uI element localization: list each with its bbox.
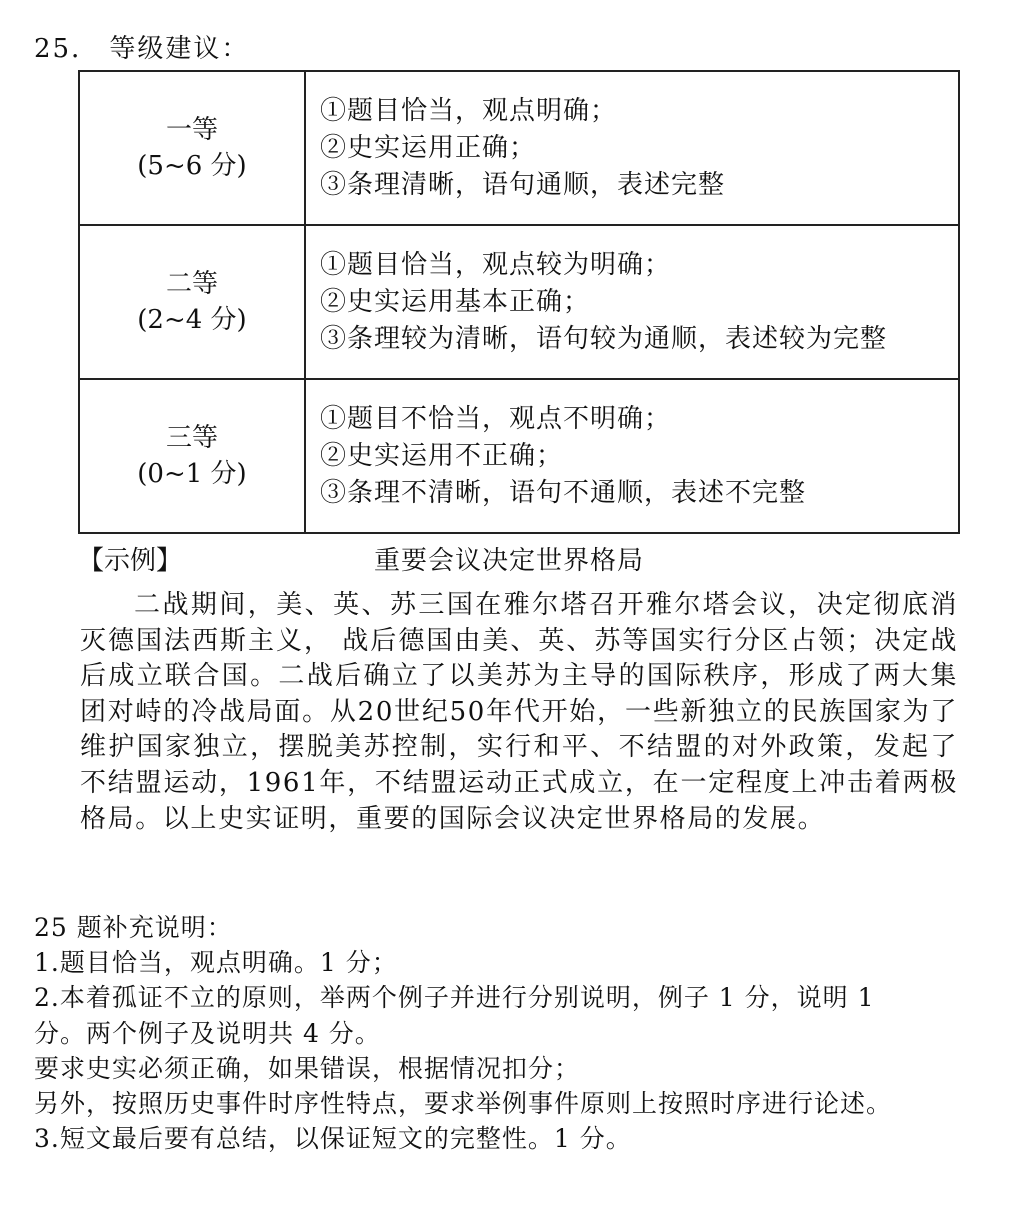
example-title: 重要会议决定世界格局: [374, 546, 645, 576]
grade-criteria-cell: [305, 71, 959, 225]
notes-heading: 25 题补充说明：: [34, 913, 233, 942]
criterion-item: ①题目恰当，观点较为明确；: [320, 249, 672, 280]
example-header: [78, 540, 960, 580]
note-item: 1.题目恰当，观点明确。1 分；: [34, 948, 398, 978]
grade-row-2: [79, 225, 959, 379]
grade-row-3: [79, 379, 959, 533]
criterion-item: ②史实运用不正确；: [320, 440, 564, 471]
grade-score-range: (2~4 分): [137, 305, 247, 335]
criterion-item: ②史实运用基本正确；: [320, 286, 591, 317]
grade-level-cell: [79, 379, 305, 533]
grading-table: [78, 70, 960, 534]
note-item: 要求史实必须正确，如果错误，根据情况扣分；: [34, 1053, 581, 1083]
criterion-item: ②史实运用正确；: [320, 132, 537, 163]
grade-criteria-cell: [305, 379, 959, 533]
note-item: 2.本着孤证不立的原则，举两个例子并进行分别说明，例子 1 分，说明 1 分。两个例子及说明共 4 分。: [34, 983, 875, 1048]
note-item: 另外，按照历史事件时序性特点，要求举例事件原则上按照时序进行论述。: [34, 1089, 893, 1119]
grade-row-1: [79, 71, 959, 225]
criterion-item: ③条理较为清晰，语句较为通顺，表述较为完整: [320, 323, 888, 354]
grade-level-cell: [79, 225, 305, 379]
grade-score-range: (0~1 分): [137, 459, 247, 489]
grade-score-range: (5~6 分): [137, 151, 247, 181]
grade-level-label: 二等: [165, 269, 218, 299]
criterion-item: ①题目恰当，观点明确；: [320, 95, 618, 126]
grade-level-label: 三等: [165, 423, 218, 453]
criterion-item: ③条理不清晰，语句不通顺，表述不完整: [320, 477, 807, 508]
criterion-item: ③条理清晰，语句通顺，表述完整: [320, 169, 726, 200]
grade-level-label: 一等: [165, 115, 218, 145]
grade-criteria-cell: [305, 225, 959, 379]
example-essay: 二战期间，美、英、苏三国在雅尔塔召开雅尔塔会议，决定彻底消灭德国法西斯主义， 战后德国由美、英、苏等国实行分区占领；决定战后成立联合国。二战后确立了以美苏为主导的国际秩序，形成了两大集团对峙的冷战局面。从20世纪50年代开始，一些新独立的民族国家为了维护国家独立，摆脱美苏控制，实行和平、不结盟的对外政策，发起了不结盟运动，1961年，不结盟运动正式成立，在一定程度上冲击着两极格局。以上史实证明，重要的国际会议决定世界格局的发展。: [80, 590, 958, 834]
note-item: 3.短文最后要有总结，以保证短文的完整性。1 分。: [34, 1124, 632, 1154]
example-tag: 【示例】: [78, 546, 183, 576]
grade-level-cell: [79, 71, 305, 225]
criterion-item: ①题目不恰当，观点不明确；: [320, 403, 672, 434]
question-heading: 25． 等级建议：: [34, 34, 250, 64]
supplementary-notes: [34, 910, 934, 1156]
